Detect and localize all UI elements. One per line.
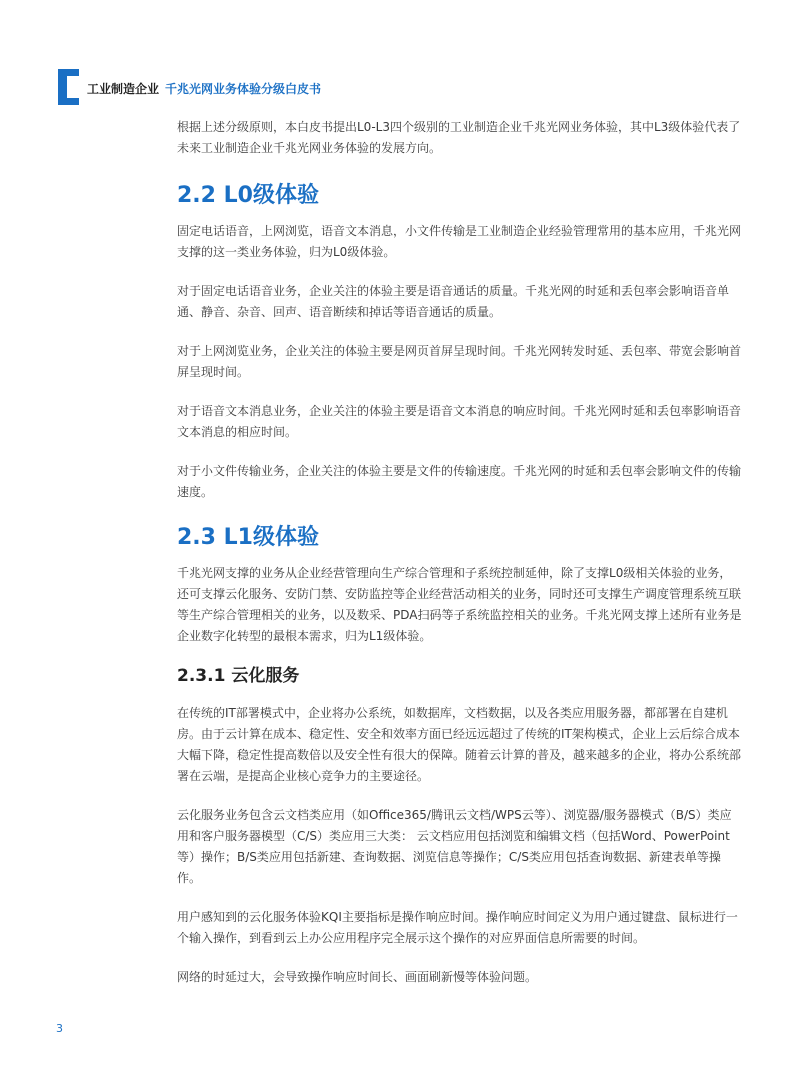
paragraph: 对于小文件传输业务，企业关注的体验主要是文件的传输速度。千兆光网的时延和丢包率会影响文件的传输速度。: [177, 464, 742, 499]
paragraph: 对于固定电话语音业务，企业关注的体验主要是语音通话的质量。千兆光网的时延和丢包率会影响语音单通、静音、杂音、回声、语音断续和掉话等语音通话的质量。: [177, 284, 730, 319]
page-number: 3: [56, 1022, 63, 1035]
page-content: [177, 117, 742, 988]
paragraph: 对于语音文本消息业务，企业关注的体验主要是语音文本消息的响应时间。千兆光网时延和丢包率影响语音文本消息的相应时间。: [177, 404, 742, 439]
running-header: [87, 80, 321, 97]
brand-logo-icon: [58, 69, 79, 105]
paragraph: 对于上网浏览业务，企业关注的体验主要是网页首屏呈现时间。千兆光网转发时延、丢包率、带宽会影响首屏呈现时间。: [177, 344, 742, 379]
paragraph: 在传统的IT部署模式中，企业将办公系统，如数据库，文档数据，以及各类应用服务器，都部署在自建机房。由于云计算在成本、稳定性、安全和效率方面已经远远超过了传统的IT架构模式，企业上云后综合成本大幅下降，稳定性提高数倍以及安全性有很大的保障。随着云计算的普及，越来越多的企业，将办公系统部署在云端，是提高企业核心竞争力的主要途径。: [177, 706, 742, 783]
subsection-2-3-1-title: 2.3.1 云化服务: [177, 666, 300, 686]
paragraph: 网络的时延过大，会导致操作响应时间长、画面刷新慢等体验问题。: [177, 970, 538, 984]
paragraph: 云化服务业务包含云文档类应用（如Office365/腾讯云文档/WPS云等）、浏览器/服务器模式（B/S）类应用和客户服务器模型（C/S）类应用三大类： 云文档应用包括浏览和编辑文档（包括Word、PowerPoint等）操作；B/S类应用包括新建、查询数据、浏览信息等操作；C/S类应用包括查询数据、新建表单等操作。: [177, 808, 732, 885]
intro-paragraph: 根据上述分级原则，本白皮书提出L0-L3四个级别的工业制造企业千兆光网业务体验，其中L3级体验代表了未来工业制造企业千兆光网业务体验的发展方向。: [177, 120, 741, 155]
paragraph: 固定电话语音，上网浏览，语音文本消息，小文件传输是工业制造企业经验管理常用的基本应用，千兆光网支撑的这一类业务体验，归为L0级体验。: [177, 224, 742, 259]
header-title-blue: 千兆光网业务体验分级白皮书: [165, 82, 322, 96]
paragraph: 千兆光网支撑的业务从企业经营管理向生产综合管理和子系统控制延伸，除了支撑L0级相关体验的业务，还可支撑云化服务、安防门禁、安防监控等企业经营活动相关的业务，同时还可支撑生产调度管理系统互联等生产综合管理相关的业务，以及数采、PDA扫码等子系统监控相关的业务。千兆光网支撑上述所有业务是企业数字化转型的最根本需求，归为L1级体验。: [177, 566, 742, 643]
header-title-black: 工业制造企业: [87, 82, 160, 96]
section-2-2-title: 2.2 L0级体验: [177, 183, 319, 208]
paragraph: 用户感知到的云化服务体验KQI主要指标是操作响应时间。操作响应时间定义为用户通过键盘、鼠标进行一个输入操作，到看到云上办公应用程序完全展示这个操作的对应界面信息所需要的时间。: [177, 910, 738, 945]
section-2-3-title: 2.3 L1级体验: [177, 525, 319, 550]
